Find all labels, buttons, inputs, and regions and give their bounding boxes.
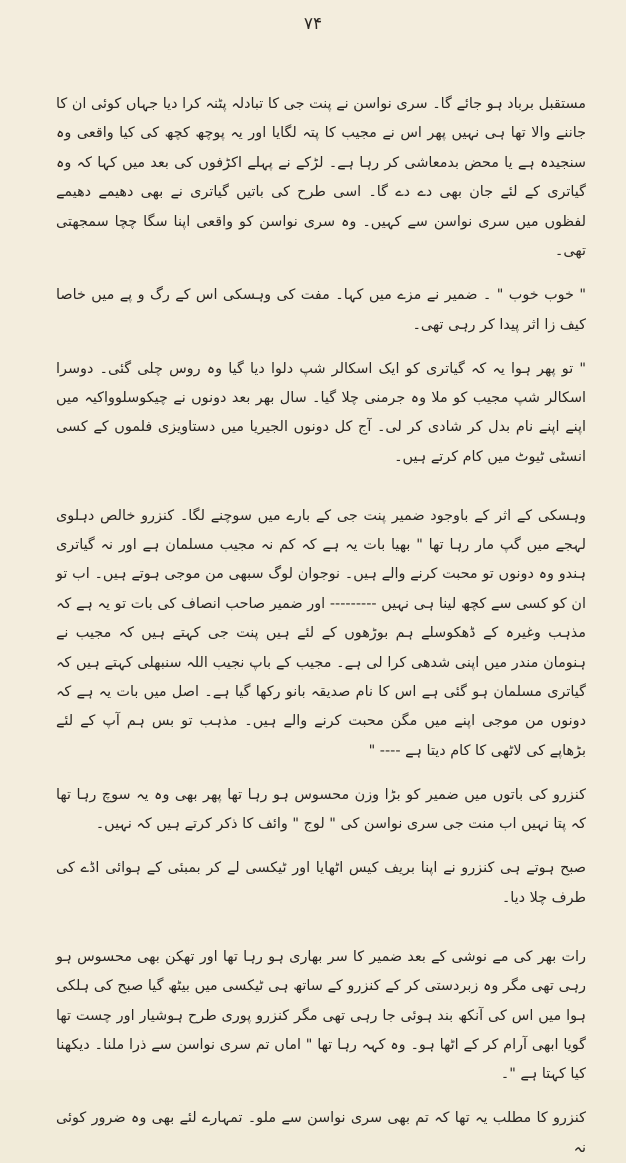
paragraph: رات بھر کی مے نوشی کے بعد ضمیر کا سر بھاری ہو رہا تھا اور تھکن بھی محسوس ہو رہی تھی مگر وہ زبردستی کر کے کنزرو کے ساتھ ہی ٹیکسی میں بیٹھ گیا صبح کی ہلکی ہوا میں اس کی آنکھ بند ہوئی جا رہی تھی مگر کنزرو پوری طرح ہوشیار اور چست تھا گویا ابھی آرام کر کے اٹھا ہو۔ وہ کہہ رہا تھا " اماں تم سری نواسن سے ذرا ملنا۔ دیکھنا کیا کہتا ہے "۔: [56, 948, 586, 1083]
paragraph: صبح ہوتے ہی کنزرو نے اپنا بریف کیس اٹھایا اور ٹیکسی لے کر بمبئی کے ہوائی اڈے کی طرف چلا دیا۔: [56, 860, 586, 906]
paragraph: مستقبل برباد ہو جائے گا۔ سری نواسن نے پنت جی کا تبادلہ پٹنہ کرا دیا جہاں کوئی ان کا جاننے والا تھا ہی نہیں پھر اس نے مجیب کا پتہ لگایا اور یہ پوچھ کچھ کی کیا واقعی وہ سنجیدہ ہے یا محض بدمعاشی کر رہا ہے۔ لڑکے نے پہلے اکڑفوں کی بعد میں کہا کہ وہ گیاتری کے لئے جان بھی دے دے گا۔ اسی طرح کی باتیں گیاتری نے بھی دھیمے دھیمے لفظوں میں سری نواسن سے کہیں۔ وہ سری نواسن کو واقعی اپنا سگا چچا سمجھتی تھی۔: [56, 96, 586, 260]
paragraph: کنزرو کی باتوں میں ضمیر کو بڑا وزن محسوس ہو رہا تھا پھر بھی وہ یہ سوچ رہا تھا کہ پتا نہیں اب منت جی سری نواسن کی " لوج " وائف کا ذکر کرتے ہیں کہ نہیں۔: [56, 786, 586, 833]
paragraph: کنزرو کا مطلب یہ تھا کہ تم بھی سری نواسن سے ملو۔ تمہارے لئے بھی وہ ضرور کوئی نہ: [56, 1110, 586, 1156]
paragraph: " خوب خوب " ۔ ضمیر نے مزے میں کہا۔ مفت کی وہسکی اس کے رگ و پے میں خاصا کیف زا اثر پیدا کر رہی تھی۔: [56, 287, 586, 333]
paragraph: " تو پھر ہوا یہ کہ گیاتری کو ایک اسکالر شپ دلوا دیا گیا وہ روس چلی گئی۔ دوسرا اسکالر شپ مجیب کو ملا وہ جرمنی چلا گیا۔ سال بھر بعد دونوں نے چیکوسلوواکیہ میں اپنے اپنے نام بدل کر شادی کر لی۔ آج کل دونوں الجیریا میں دستاویزی فلموں کے کسی انسٹی ٹیوٹ میں کام کرتے ہیں۔: [56, 360, 586, 465]
paragraph: وہسکی کے اثر کے باوجود ضمیر پنت جی کے بارے میں سوچنے لگا۔ کنزرو خالص دہلوی لہجے میں گپ مار رہا تھا " بھیا بات یہ ہے کہ کم نہ مجیب مسلمان ہے اور نہ گیاتری ہندو وہ دونوں تو محبت کرنے والے ہیں۔ نوجوان لوگ سبھی من موجی ہوتے ہیں۔ اب تو ان کو کسی سے کچھ لینا ہی نہیں --------- اور ضمیر صاحب انصاف کی بات تو یہ ہے کہ مذہب وغیرہ کے ڈھکوسلے ہم بوڑھوں کے لئے ہیں پنت جی کہتے ہیں کہ مجیب نے ہنومان مندر میں اپنی شدھی کرا لی ہے۔ مجیب کے باپ نجیب اللہ سنبھلی کہتے ہیں کہ گیاتری مسلمان ہو گئی ہے اس کا نام صدیقہ بانو رکھا گیا ہے۔ اصل میں بات یہ ہے کہ دونوں من موجی اپنے میں مگن محبت کرنے والے ہیں۔ مذہب تو بس ہم آپ کے لئے بڑھاپے کی لاٹھی کا کام دیتا ہے ---- ": [56, 507, 586, 759]
page-number: ۷۴: [303, 14, 323, 34]
body-text: [56, 90, 586, 1163]
